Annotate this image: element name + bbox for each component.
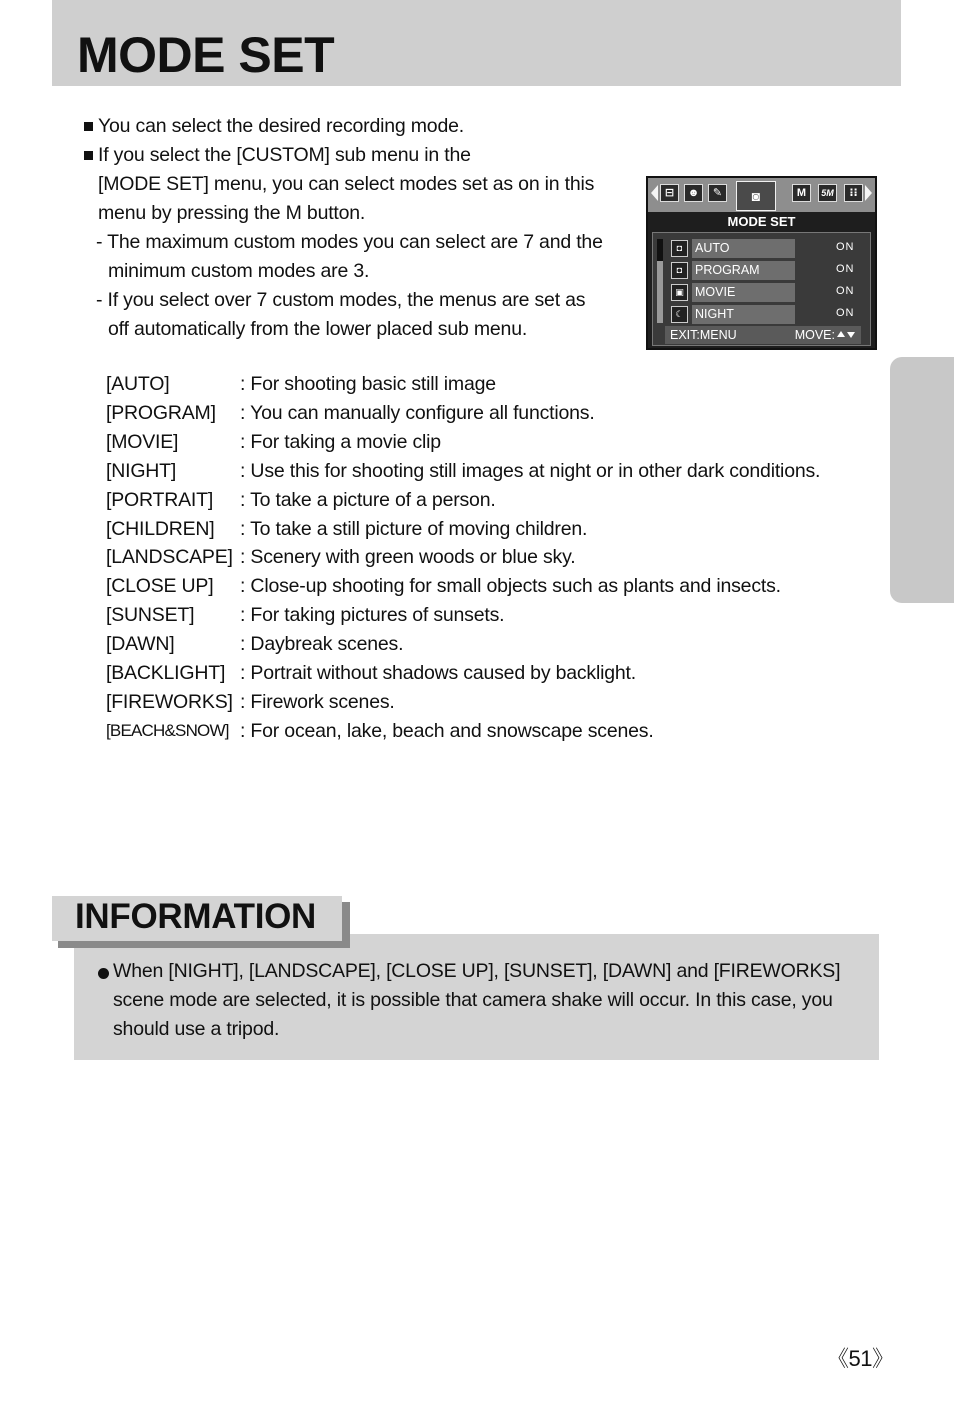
- mode-desc: : Use this for shooting still images at night or in other dark conditions.: [240, 459, 821, 482]
- information-line: When [NIGHT], [LANDSCAPE], [CLOSE UP], [SUNSET], [DAWN] and [FIREWORKS]: [113, 960, 841, 982]
- mode-row: [106, 688, 820, 717]
- manual-mode-icon: M: [792, 184, 811, 202]
- grid-icon: ⁝⁝: [844, 184, 863, 202]
- lcd-item-label: PROGRAM: [692, 261, 795, 280]
- mode-desc: : To take a picture of a person.: [240, 488, 496, 511]
- mode-name: [BEACH&SNOW]: [106, 720, 229, 740]
- mode-row: [106, 543, 820, 572]
- left-arrow-icon: [651, 185, 658, 201]
- display-icon: ⊟: [660, 184, 679, 202]
- lcd-scrollbar: [657, 239, 663, 323]
- intro-section: [84, 112, 624, 344]
- lcd-tab-bar: [648, 178, 875, 212]
- program-icon: ◘: [671, 262, 688, 279]
- round-bullet-icon: [98, 968, 109, 979]
- mode-name: [PORTRAIT]: [106, 488, 214, 511]
- information-box: [74, 934, 879, 1060]
- lcd-footer: [665, 326, 861, 344]
- square-bullet-icon: [84, 151, 93, 160]
- intro-bullet-2-cont: [MODE SET] menu, you can select modes set as on in this: [98, 173, 595, 195]
- lcd-menu-item: [671, 305, 861, 324]
- mode-row: [106, 717, 820, 746]
- mode-row: [106, 457, 820, 486]
- mode-name: [CHILDREN]: [106, 517, 215, 540]
- wrench-icon: ✎: [708, 184, 727, 202]
- information-heading: [52, 896, 342, 941]
- lcd-item-value: ON: [836, 307, 855, 319]
- mode-desc: : To take a still picture of moving children.: [240, 517, 588, 540]
- lcd-item-value: ON: [836, 241, 855, 253]
- intro-bullet-1: [84, 112, 624, 141]
- mode-list: [106, 370, 820, 746]
- mode-row: [106, 370, 820, 399]
- mode-name: [MOVIE]: [106, 430, 179, 453]
- down-arrow-icon: [847, 332, 855, 338]
- page-title: MODE SET: [77, 27, 335, 83]
- intro-bullet-2-cont: menu by pressing the M button.: [98, 202, 366, 224]
- mode-name: [BACKLIGHT]: [106, 662, 226, 685]
- movie-icon: ▣: [671, 284, 688, 301]
- dash-note-2-cont: off automatically from the lower placed sub menu.: [108, 318, 528, 340]
- mode-desc: : For taking a movie clip: [240, 430, 441, 453]
- lcd-menu-title: MODE SET: [727, 214, 796, 229]
- intro-bullet-2: [84, 141, 624, 170]
- mode-name: [AUTO]: [106, 373, 170, 395]
- mode-name: [SUNSET]: [106, 604, 195, 627]
- title-bar: [52, 0, 901, 86]
- page-number: 《51》: [827, 1346, 894, 1371]
- mode-row: [106, 630, 820, 659]
- mode-row: [106, 601, 820, 630]
- up-arrow-icon: [837, 331, 845, 337]
- mode-desc: : Firework scenes.: [240, 690, 395, 713]
- mode-desc: : Scenery with green woods or blue sky.: [240, 546, 576, 569]
- mode-desc: : You can manually configure all functions.: [240, 401, 595, 424]
- dash-note-1-cont: minimum custom modes are 3.: [108, 260, 370, 282]
- lcd-item-label: AUTO: [692, 239, 795, 258]
- lcd-move-hint: MOVE:: [794, 328, 835, 342]
- mode-desc: : For ocean, lake, beach and snowscape scenes.: [240, 719, 654, 742]
- information-heading-text: INFORMATION: [75, 897, 317, 936]
- lcd-item-label: NIGHT: [692, 305, 795, 324]
- dash-note-1: - The maximum custom modes you can select are 7 and the: [96, 231, 603, 253]
- lcd-item-value: ON: [836, 285, 855, 297]
- camera-lcd-screen: [646, 176, 877, 350]
- mode-row: [106, 399, 820, 428]
- mode-desc: : Portrait without shadows caused by backlight.: [240, 662, 636, 685]
- information-line: should use a tripod.: [113, 1018, 280, 1040]
- camera-icon: ◘: [671, 240, 688, 257]
- mode-desc: : Daybreak scenes.: [240, 633, 404, 656]
- lcd-item-value: ON: [836, 263, 855, 275]
- mode-name: [CLOSE UP]: [106, 575, 214, 598]
- portrait-icon: ☻: [684, 184, 703, 202]
- side-tab: [890, 357, 954, 603]
- mode-desc: : For taking pictures of sunsets.: [240, 604, 505, 627]
- mode-desc: : For shooting basic still image: [240, 373, 496, 395]
- lcd-menu-item: [671, 283, 861, 302]
- mode-name: [PROGRAM]: [106, 401, 216, 424]
- camera-scene-icon: ◙: [736, 181, 776, 211]
- mode-row: [106, 659, 820, 688]
- mode-name: [DAWN]: [106, 633, 175, 656]
- square-bullet-icon: [84, 122, 93, 131]
- mode-name: [LANDSCAPE]: [106, 546, 233, 569]
- right-arrow-icon: [865, 185, 872, 201]
- mode-desc: : Close-up shooting for small objects such as plants and insects.: [240, 575, 781, 598]
- mode-row: [106, 515, 820, 544]
- night-icon: ☾: [671, 306, 688, 323]
- lcd-menu-item: [671, 239, 861, 258]
- information-line: scene mode are selected, it is possible that camera shake will occur. In this case, you: [113, 989, 833, 1011]
- intro-bullet-1-text: You can select the desired recording mode.: [98, 115, 464, 137]
- lcd-menu-item: [671, 261, 861, 280]
- resolution-icon: 5M: [818, 184, 837, 202]
- dash-note-2: - If you select over 7 custom modes, the menus are set as: [96, 289, 586, 311]
- mode-name: [FIREWORKS]: [106, 690, 233, 713]
- mode-row: [106, 486, 820, 515]
- intro-bullet-2-text: If you select the [CUSTOM] sub menu in the: [98, 144, 471, 166]
- information-text: [113, 957, 853, 1044]
- lcd-item-label: MOVIE: [692, 283, 795, 302]
- mode-row: [106, 428, 820, 457]
- mode-row: [106, 572, 820, 601]
- lcd-exit-hint: EXIT:MENU: [670, 328, 737, 342]
- mode-name: [NIGHT]: [106, 459, 177, 482]
